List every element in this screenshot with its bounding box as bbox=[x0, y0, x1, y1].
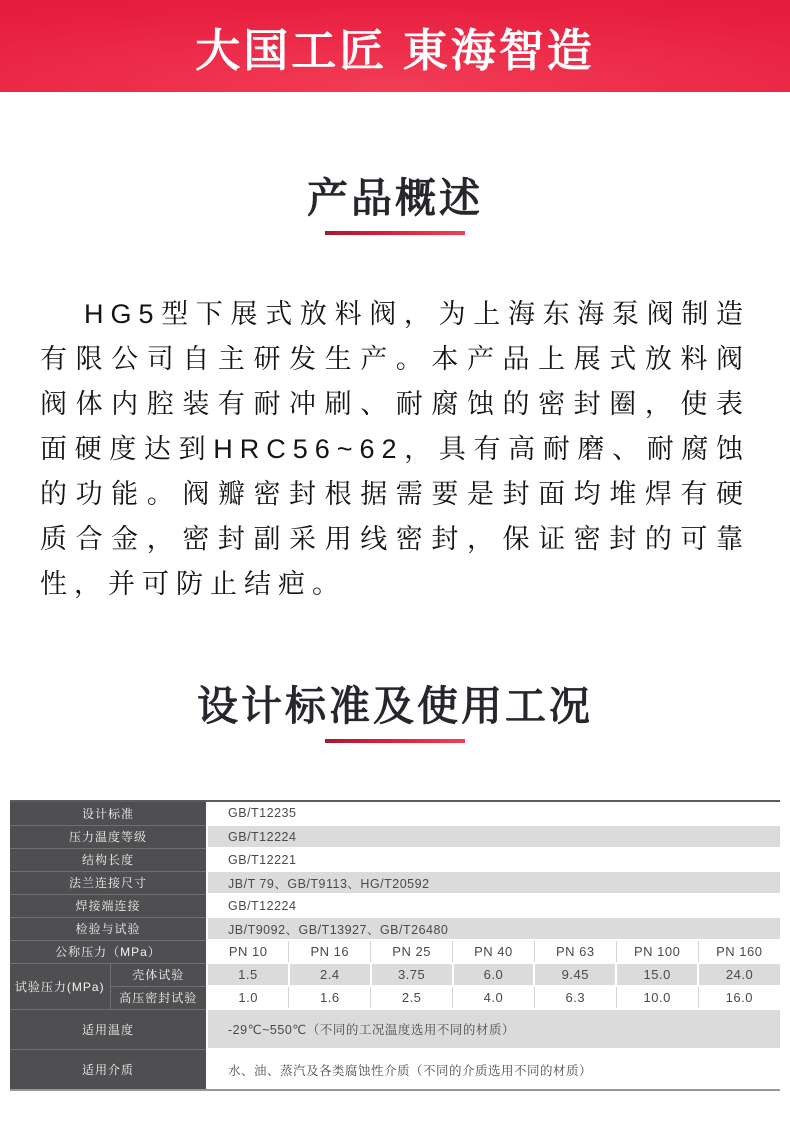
test-value-cell: 9.45 bbox=[534, 963, 616, 986]
pn-value-cell: PN 160 bbox=[698, 940, 780, 963]
row-value: -29℃~550℃（不同的工况温度选用不同的材质） bbox=[207, 1009, 780, 1049]
row-value: JB/T 79、GB/T9113、HG/T20592 bbox=[207, 871, 780, 894]
test-value-cell: 6.0 bbox=[453, 963, 535, 986]
row-value: GB/T12224 bbox=[207, 825, 780, 848]
spec-row-shell-test bbox=[10, 963, 780, 986]
row-label: 压力温度等级 bbox=[10, 825, 207, 848]
test-value-cell: 15.0 bbox=[616, 963, 698, 986]
pn-value-cell: PN 100 bbox=[616, 940, 698, 963]
row-label: 设计标准 bbox=[10, 802, 207, 825]
test-value-cell: 2.5 bbox=[371, 986, 453, 1009]
test-value-cell: 10.0 bbox=[616, 986, 698, 1009]
spec-row-weld-end-connection bbox=[10, 894, 780, 917]
spec-table-wrapper bbox=[10, 800, 780, 1091]
spec-row-hp-seal-test bbox=[10, 986, 780, 1009]
row-value: GB/T12224 bbox=[207, 894, 780, 917]
test-value-cell: 3.75 bbox=[371, 963, 453, 986]
row-label: 适用温度 bbox=[10, 1009, 207, 1049]
test-value-cell: 16.0 bbox=[698, 986, 780, 1009]
overview-section bbox=[0, 176, 790, 607]
spec-table bbox=[10, 802, 780, 1089]
spec-row-design-standard bbox=[10, 802, 780, 825]
overview-paragraph: HG5型下展式放料阀，为上海东海泵阀制造有限公司自主研发生产。本产品上展式放料阀阀体内腔装有耐冲刷、耐腐蚀的密封圈，使表面硬度达到HRC56~62，具有高耐磨、耐腐蚀的功能。阀瓣密封根据需要是封面均堆焊有硬质合金，密封副采用线密封，保证密封的可靠性，并可防止结疤。 bbox=[40, 299, 750, 599]
row-label: 检验与试验 bbox=[10, 917, 207, 940]
pn-value-cell: PN 25 bbox=[371, 940, 453, 963]
spec-row-applicable-medium bbox=[10, 1049, 780, 1089]
spec-row-applicable-temperature bbox=[10, 1009, 780, 1049]
test-value-cell: 2.4 bbox=[289, 963, 371, 986]
row-label: 高压密封试验 bbox=[110, 986, 207, 1009]
pn-value-cell: PN 63 bbox=[534, 940, 616, 963]
design-title-underline bbox=[325, 739, 465, 743]
row-label: 结构长度 bbox=[10, 848, 207, 871]
pn-value-cell: PN 40 bbox=[453, 940, 535, 963]
test-value-cell: 4.0 bbox=[453, 986, 535, 1009]
test-value-cell: 1.0 bbox=[207, 986, 289, 1009]
header-banner bbox=[0, 0, 790, 92]
row-value: GB/T12221 bbox=[207, 848, 780, 871]
test-pressure-group-label: 试验压力(MPa) bbox=[10, 963, 110, 1009]
spec-row-flange-dimensions bbox=[10, 871, 780, 894]
row-value: GB/T12235 bbox=[207, 802, 780, 825]
pn-value-cell: PN 10 bbox=[207, 940, 289, 963]
row-value: 水、油、蒸汽及各类腐蚀性介质（不同的介质选用不同的材质） bbox=[207, 1049, 780, 1089]
row-label: 壳体试验 bbox=[110, 963, 207, 986]
row-value: JB/T9092、GB/T13927、GB/T26480 bbox=[207, 917, 780, 940]
design-title: 设计标准及使用工况 bbox=[197, 683, 593, 729]
overview-title: 产品概述 bbox=[307, 175, 483, 221]
pn-value-cell: PN 16 bbox=[289, 940, 371, 963]
test-value-cell: 24.0 bbox=[698, 963, 780, 986]
overview-title-underline bbox=[325, 231, 465, 235]
test-value-cell: 1.5 bbox=[207, 963, 289, 986]
design-section bbox=[0, 684, 790, 1091]
test-value-cell: 1.6 bbox=[289, 986, 371, 1009]
spec-row-structure-length bbox=[10, 848, 780, 871]
row-label: 法兰连接尺寸 bbox=[10, 871, 207, 894]
banner-title: 大国工匠 東海智造 bbox=[195, 24, 595, 76]
spec-row-inspection-test bbox=[10, 917, 780, 940]
spec-row-pressure-temp-rating bbox=[10, 825, 780, 848]
row-label: 适用介质 bbox=[10, 1049, 207, 1089]
row-label: 焊接端连接 bbox=[10, 894, 207, 917]
test-value-cell: 6.3 bbox=[534, 986, 616, 1009]
spec-row-nominal-pressure bbox=[10, 940, 780, 963]
row-label: 公称压力（MPa） bbox=[10, 940, 207, 963]
